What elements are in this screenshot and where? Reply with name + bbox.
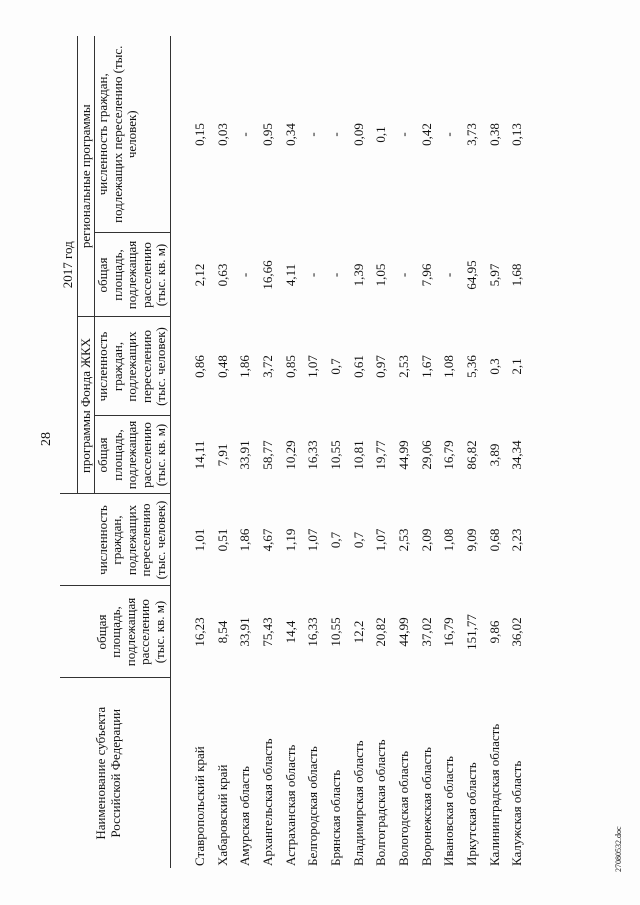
regional-people-cell: -: [441, 132, 457, 137]
fund-area-cell: 29,06: [418, 440, 434, 470]
regional-people-cell: -: [305, 132, 321, 137]
fund-area-cell: 44,99: [396, 440, 412, 470]
fund-area-cell: 10,81: [350, 440, 366, 470]
fund-people-cell: 0,86: [191, 355, 207, 378]
header-col-people: [95, 494, 171, 586]
total-area-cell: 16,23: [191, 617, 207, 647]
region-name-cell: Белгородская область: [305, 746, 321, 866]
fund-people-cell: 2,1: [509, 358, 525, 375]
table-row: [257, 36, 280, 868]
header-regional-people: численность граждан, подлежащих переселению (тыс. человек): [95, 36, 171, 233]
header-col-area-label: общая площадь, подлежащая расселению (тыс. кв. м): [93, 597, 167, 667]
regional-people-cell: -: [327, 132, 343, 137]
total-area-cell: 12,2: [350, 620, 366, 644]
regional-area-cell: -: [441, 272, 457, 278]
table-row: [506, 36, 529, 868]
fund-people-cell: 2,53: [396, 355, 412, 378]
fund-people-cell: 3,72: [259, 355, 275, 378]
table-row: [438, 36, 461, 868]
regional-people-cell: 0,1: [373, 126, 389, 143]
region-name-cell: Воронежская область: [418, 747, 434, 866]
fund-people-cell: 1,08: [441, 355, 457, 378]
total-people-cell: 0,7: [327, 531, 343, 549]
header-regional-area: общая площадь, подлежащая расселению (тыс. кв. м): [95, 233, 171, 317]
fund-people-cell: 0,85: [282, 355, 298, 378]
fund-people-cell: 5,36: [464, 355, 480, 378]
regional-area-cell: 0,63: [214, 263, 230, 287]
regional-area-cell: -: [237, 272, 253, 278]
header-fund-people: численность граждан, подлежащих переселению (тыс. человек): [95, 317, 171, 416]
regional-area-cell: 1,68: [509, 263, 525, 287]
total-people-cell: 4,67: [259, 528, 275, 552]
total-people-cell: 1,07: [373, 528, 389, 552]
table-body: [170, 36, 529, 868]
total-area-cell: 75,43: [259, 617, 275, 647]
region-name-cell: Хабаровский край: [214, 764, 230, 866]
header-group-regional: региональные программы: [77, 36, 95, 317]
table-row: [325, 36, 348, 868]
regional-area-cell: 5,97: [486, 263, 502, 287]
fund-area-cell: 10,55: [327, 440, 343, 470]
regional-area-cell: 1,39: [350, 263, 366, 287]
total-area-cell: 10,55: [327, 617, 343, 647]
fund-people-cell: 1,67: [418, 355, 434, 378]
fund-area-cell: 14,11: [191, 440, 207, 470]
fund-area-cell: 16,79: [441, 440, 457, 470]
fund-people-cell: 0,48: [214, 355, 230, 378]
regional-people-cell: 0,95: [259, 123, 275, 146]
fund-area-cell: 19,77: [373, 440, 389, 470]
regional-people-cell: -: [237, 132, 253, 137]
table-row: [393, 36, 416, 868]
total-area-cell: 16,79: [441, 617, 457, 647]
header-group-fund: программы Фонда ЖКХ: [77, 317, 95, 494]
fund-area-cell: 33,91: [237, 440, 253, 470]
page-number: 28: [39, 432, 54, 446]
total-area-cell: 20,82: [373, 617, 389, 647]
regional-people-cell: 0,09: [350, 123, 366, 146]
regional-area-cell: 2,12: [191, 263, 207, 287]
regional-area-cell: 16,66: [259, 260, 275, 290]
header-subject-name: Наименование субъекта Российской Федерации: [60, 678, 170, 868]
regional-area-cell: -: [327, 272, 343, 278]
regional-people-cell: 0,03: [214, 123, 230, 146]
total-people-cell: 2,53: [396, 528, 412, 552]
total-people-cell: 1,08: [441, 528, 457, 552]
fund-area-cell: 3,89: [486, 443, 502, 467]
table-row: [234, 36, 257, 868]
header-total-people: [60, 494, 95, 586]
total-area-cell: 9,86: [486, 620, 502, 644]
region-name-cell: Брянская область: [327, 769, 343, 866]
fund-area-cell: 10,29: [282, 440, 298, 470]
table-row: [302, 36, 325, 868]
region-name-cell: Архангельская область: [259, 738, 275, 866]
region-name-cell: Калужская область: [509, 760, 525, 866]
total-people-cell: 0,68: [486, 528, 502, 552]
header-year: 2017 год: [60, 36, 77, 494]
header-col-people-label: численность граждан, подлежащих переселению (тыс. человек): [94, 500, 168, 580]
table-row: [170, 36, 211, 868]
header-fund-area: общая площадь, подлежащая расселению (тыс. кв. м): [95, 416, 171, 494]
regional-people-cell: 0,13: [509, 123, 525, 146]
header-total-area: [60, 586, 95, 678]
fund-people-cell: 1,86: [237, 355, 253, 378]
region-name-cell: Астраханская область: [282, 744, 298, 866]
total-area-cell: 44,99: [396, 617, 412, 647]
fund-people-cell: 0,61: [350, 355, 366, 378]
total-area-cell: 36,02: [509, 617, 525, 647]
fund-area-cell: 7,91: [214, 443, 230, 467]
regional-people-cell: 0,34: [282, 123, 298, 146]
table-row: [279, 36, 302, 868]
region-name-cell: Волгоградская область: [373, 739, 389, 866]
region-name-cell: Калининградская область: [486, 723, 502, 866]
fund-area-cell: 16,33: [305, 440, 321, 470]
fund-area-cell: 58,77: [259, 440, 275, 470]
total-area-cell: 16,33: [305, 617, 321, 647]
total-people-cell: 1,07: [305, 528, 321, 552]
fund-people-cell: 0,7: [327, 358, 343, 375]
table-row: [211, 36, 234, 868]
fund-people-cell: 0,97: [373, 355, 389, 378]
fund-people-cell: 1,07: [305, 355, 321, 378]
regional-area-cell: 4,11: [282, 263, 298, 287]
region-name-cell: Ивановская область: [441, 756, 457, 866]
fund-people-cell: 0,3: [486, 358, 502, 375]
regional-area-cell: 7,96: [418, 263, 434, 287]
region-name-cell: Амурская область: [237, 766, 253, 866]
housing-resettlement-table: [60, 36, 529, 868]
table-row: [370, 36, 393, 868]
total-people-cell: 1,01: [191, 528, 207, 552]
regional-area-cell: -: [305, 272, 321, 278]
total-area-cell: 33,91: [237, 617, 253, 647]
total-people-cell: 9,09: [464, 528, 480, 552]
table-header: [60, 36, 170, 868]
footer-file-code: 27080532.doc: [614, 826, 623, 872]
total-area-cell: 8,54: [214, 620, 230, 644]
total-people-cell: 2,23: [509, 528, 525, 552]
total-area-cell: 14,4: [282, 620, 298, 644]
header-col-area: [95, 586, 171, 678]
table-row: [483, 36, 506, 868]
regional-people-cell: -: [396, 132, 412, 137]
total-area-cell: 37,02: [418, 617, 434, 647]
total-people-cell: 0,7: [350, 531, 366, 549]
regional-people-cell: 0,15: [191, 123, 207, 146]
region-name-cell: Ставропольский край: [191, 746, 207, 866]
fund-area-cell: 34,34: [509, 440, 525, 470]
total-people-cell: 0,51: [214, 528, 230, 552]
table-row: [415, 36, 438, 868]
total-people-cell: 1,19: [282, 528, 298, 552]
total-area-cell: 151,77: [464, 614, 480, 650]
regional-area-cell: 64,95: [464, 260, 480, 290]
total-people-cell: 1,86: [237, 528, 253, 552]
regional-area-cell: -: [396, 272, 412, 278]
rotated-table-container: [60, 36, 585, 868]
regional-people-cell: 0,42: [418, 123, 434, 146]
regional-people-cell: 3,73: [464, 123, 480, 146]
region-name-cell: Владимирская область: [350, 740, 366, 866]
table-row: [461, 36, 484, 868]
fund-area-cell: 86,82: [464, 440, 480, 470]
region-name-cell: Иркутская область: [464, 762, 480, 866]
region-name-cell: Вологодская область: [396, 750, 412, 866]
regional-area-cell: 1,05: [373, 263, 389, 287]
regional-people-cell: 0,38: [486, 123, 502, 146]
total-people-cell: 2,09: [418, 528, 434, 552]
table-row: [347, 36, 370, 868]
